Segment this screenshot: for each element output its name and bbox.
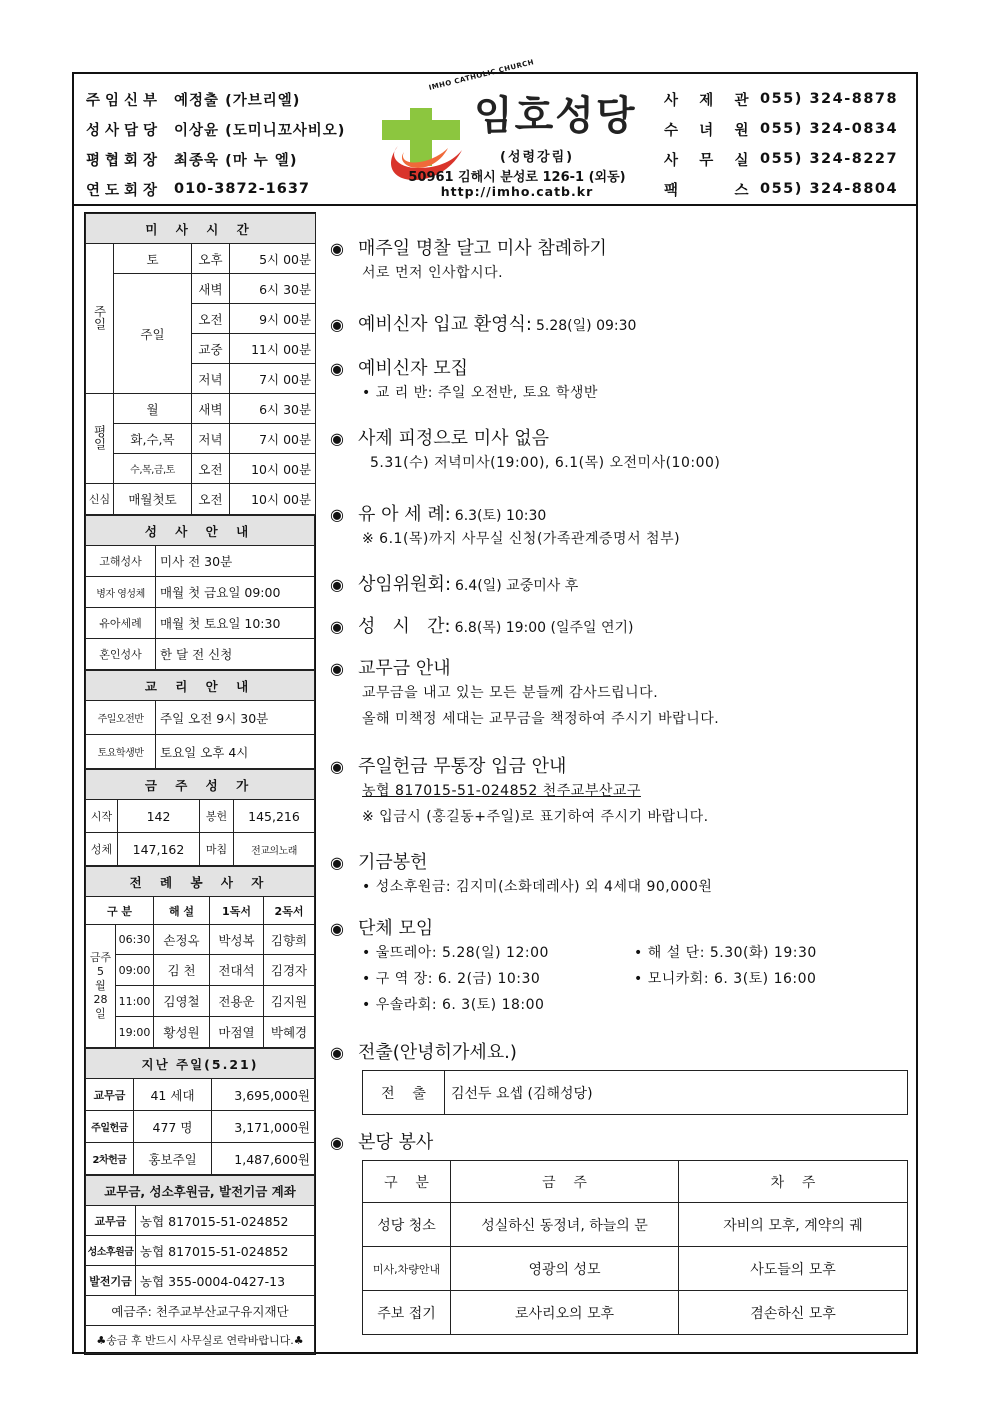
bulletin-frame — [72, 58, 918, 1354]
phone-list — [664, 84, 914, 204]
notice-recruit: ◉ 예비신자 모집 • 교 리 반: 주일 오전반, 토요 학생반 — [330, 354, 910, 406]
notice-transfer: ◉ 주일헌금 무통장 입금 안내 농협 817015-51-024852 천주교부산교구 ※ 입금시 (홍길동+주일)로 표기하여 주시기 바랍니다. — [330, 752, 910, 830]
section-title: 상임위원회: — [358, 574, 452, 595]
section-title: 전출(안녕히가세요.) — [358, 1042, 517, 1063]
section-title: 유 아 세 례: — [358, 504, 451, 525]
last-week-title: 지난 주일(5.21) — [86, 1049, 315, 1079]
notice-groups — [330, 914, 910, 1018]
catechism-table: 교 리 안 내 주일오전반 주일 오전 9시 30분 토요학생반 토요일 오후 4시 — [85, 670, 315, 769]
church-subtitle: (성령강림) — [500, 150, 575, 165]
section-title: 성 시 간: — [358, 616, 451, 637]
last-week-table: 지난 주일(5.21) 교무금 41 세대 3,695,000원 주일헌금 477 명 3,171,000원 2차헌금 홍보주일 1,487,600원 — [85, 1048, 315, 1175]
bullet-icon: ◉ — [330, 359, 344, 378]
hymn-table: 금 주 성 가 시작 142 봉헌 145,216 성체 147,162 마침 전교의노래 — [85, 769, 315, 866]
notice-donation: ◉ 기금봉헌 • 성소후원금: 김지미(소화데레사) 외 4세대 90,000원 — [330, 848, 910, 900]
section-title: 매주일 명찰 달고 미사 참례하기 — [358, 238, 607, 259]
phone-row: 사 제 관 055) 324-8878 — [664, 91, 899, 109]
notice-no-mass: ◉ 사제 피정으로 미사 없음 5.31(수) 저녁미사(19:00), 6.1(목) 오전미사(10:00) — [330, 424, 910, 476]
staff-list — [86, 84, 354, 204]
bullet-icon: ◉ — [330, 757, 344, 776]
staff-row: 성사담당 이상윤 (도미니꼬사비오) — [86, 122, 346, 139]
bullet-icon: ◉ — [330, 1133, 344, 1152]
sidebar — [84, 212, 316, 1355]
bullet-icon: ◉ — [330, 239, 344, 258]
bullet-icon: ◉ — [330, 315, 344, 334]
staff-row: 연도회장 010-3872-1637 — [86, 181, 311, 199]
section-title: 예비신자 입교 환영식: — [358, 314, 532, 335]
bullet-icon: ◉ — [330, 1043, 344, 1062]
moving-out-table: 전 출 김선두 요셉 (김해성당) — [362, 1070, 908, 1115]
church-english-name: IMHO CATHOLIC CHURCH — [428, 58, 535, 92]
phone-row: 사 무 실 055) 324-8227 — [664, 151, 899, 169]
remittance-notice: ♣송금 후 반드시 사무실로 연락바랍니다.♣ — [86, 1326, 315, 1354]
church-url[interactable]: http://imho.catb.kr — [440, 184, 594, 199]
sacrament-title: 성 사 안 내 — [86, 516, 315, 546]
accounts-title: 교무금, 성소후원금, 발전기금 계좌 — [86, 1176, 315, 1206]
bullet-icon: ◉ — [330, 617, 344, 636]
church-address: 50961 김해시 분성로 126-1 (외동) — [408, 170, 626, 185]
hymn-title: 금 주 성 가 — [86, 770, 315, 800]
sacrament-table: 성 사 안 내 고해성사 미사 전 30분 병자 영성체 매월 첫 금요일 09:00 유아세례 매월 첫 토요일 10:30 혼인성사 한 달 전 신청 — [85, 515, 315, 670]
mass-times-table: 미 사 시 간 주일 토 오후 5시 00분 주일 새벽 6시 30분 오전 9시 00분 교중 11시 00분 저녁 7시 00분 평일 월 새벽 6시 30분 화,수,목 저녁 7시 00분 수,목,금,토 오전 10시 00분 신심 매월첫토 오전 10시 00분 — [85, 213, 316, 515]
list-item: • 우솔라회: 6. 3(토) 18:00 — [362, 997, 545, 1013]
section-title: 주일헌금 무통장 입금 안내 — [358, 756, 567, 777]
bullet-icon: ◉ — [330, 853, 344, 872]
bank-account: 농협 817015-51-024852 천주교부산교구 — [362, 783, 641, 799]
servers-title: 전 례 봉 사 자 — [86, 867, 315, 897]
bullet-icon: ◉ — [330, 659, 344, 678]
servers-date: 금주 5 월 28 일 — [86, 925, 116, 1048]
sunday-label: 주일 — [86, 244, 114, 394]
section-title: 예비신자 모집 — [358, 358, 469, 379]
account-holder: 예금주: 천주교부산교구유지재단 — [86, 1296, 315, 1326]
list-item: • 모니카회: 6. 3(토) 16:00 — [634, 971, 817, 987]
notice-holy-hour: ◉ 성 시 간: 6.8(목) 19:00 (일주일 연기) — [330, 612, 910, 638]
staff-row: 주임신부 예정출 (가브리엘) — [86, 92, 301, 109]
section-title: 교무금 안내 — [358, 658, 451, 679]
section-title: 기금봉헌 — [358, 852, 428, 873]
bullet-icon: ◉ — [330, 575, 344, 594]
bullet-icon: ◉ — [330, 919, 344, 938]
header — [74, 58, 916, 206]
notice-baptism: ◉ 유 아 세 례: 6.3(토) 10:30 ※ 6.1(목)까지 사무실 신청(가족관계증명서 첨부) — [330, 500, 910, 552]
accounts-table: 교무금, 성소후원금, 발전기금 계좌 교무금 농협 817015-51-024852 성소후원금 농협 817015-51-024852 발전기금 농협 355-0004-0427-13 예금주: 천주교부산교구유지재단 ♣송금 후 반드시 사무실로 연락바랍니다.♣ — [85, 1175, 315, 1354]
notice-committee: ◉ 상임위원회: 6.4(일) 교중미사 후 — [330, 570, 910, 596]
church-name: 임호성당 — [474, 93, 637, 139]
phone-row: 수 녀 원 055) 324-0834 — [664, 121, 899, 139]
catechism-title: 교 리 안 내 — [86, 671, 315, 701]
list-item: • 울뜨레아: 5.28(일) 12:00 — [362, 945, 549, 961]
section-title: 본당 봉사 — [358, 1132, 434, 1153]
weekday-label: 평일 — [86, 394, 114, 484]
service-table: 구 분 금 주 차 주 성당 청소 성실하신 동정녀, 하늘의 문 자비의 모후, 계약의 궤 미사,차량안내 영광의 성모 사도들의 모후 주보 접기 로사리오의 모후 겸손하신 모후 — [362, 1160, 908, 1335]
notice-moving-out — [330, 1038, 910, 1115]
section-title: 단체 모임 — [358, 918, 434, 939]
church-logo — [374, 58, 664, 202]
bullet-icon: ◉ — [330, 429, 344, 448]
section-title: 사제 피정으로 미사 없음 — [358, 428, 550, 449]
list-item: • 해 설 단: 5.30(화) 19:30 — [634, 945, 817, 961]
mass-times-title: 미 사 시 간 — [86, 214, 316, 244]
staff-row: 평협회장 최종욱 (마 누 엘) — [86, 152, 298, 169]
bullet-icon: ◉ — [330, 505, 344, 524]
servers-table: 전 례 봉 사 자 구 분 해 설 1독서 2독서 금주 5 월 28 일 06:30 손정옥 박성복 김향희 09:00 김 천 전대석 김경자 11:00 김영철 전용운 김지원 19:00 황성원 마점열 박혜경 — [85, 866, 315, 1048]
notice-welcome: ◉ 예비신자 입교 환영식: 5.28(일) 09:30 — [330, 310, 910, 336]
list-item: • 구 역 장: 6. 2(금) 10:30 — [362, 971, 541, 987]
notice-dues: ◉ 교무금 안내 교무금을 내고 있는 모든 분들께 감사드립니다. 올해 미책정 세대는 교무금을 책정하여 주시기 바랍니다. — [330, 654, 910, 732]
notice-nametag: ◉ 매주일 명찰 달고 미사 참례하기 서로 먼저 인사합시다. — [330, 234, 910, 286]
phone-row: 팩 스 055) 324-8804 — [664, 181, 899, 199]
parish-service — [330, 1128, 910, 1335]
